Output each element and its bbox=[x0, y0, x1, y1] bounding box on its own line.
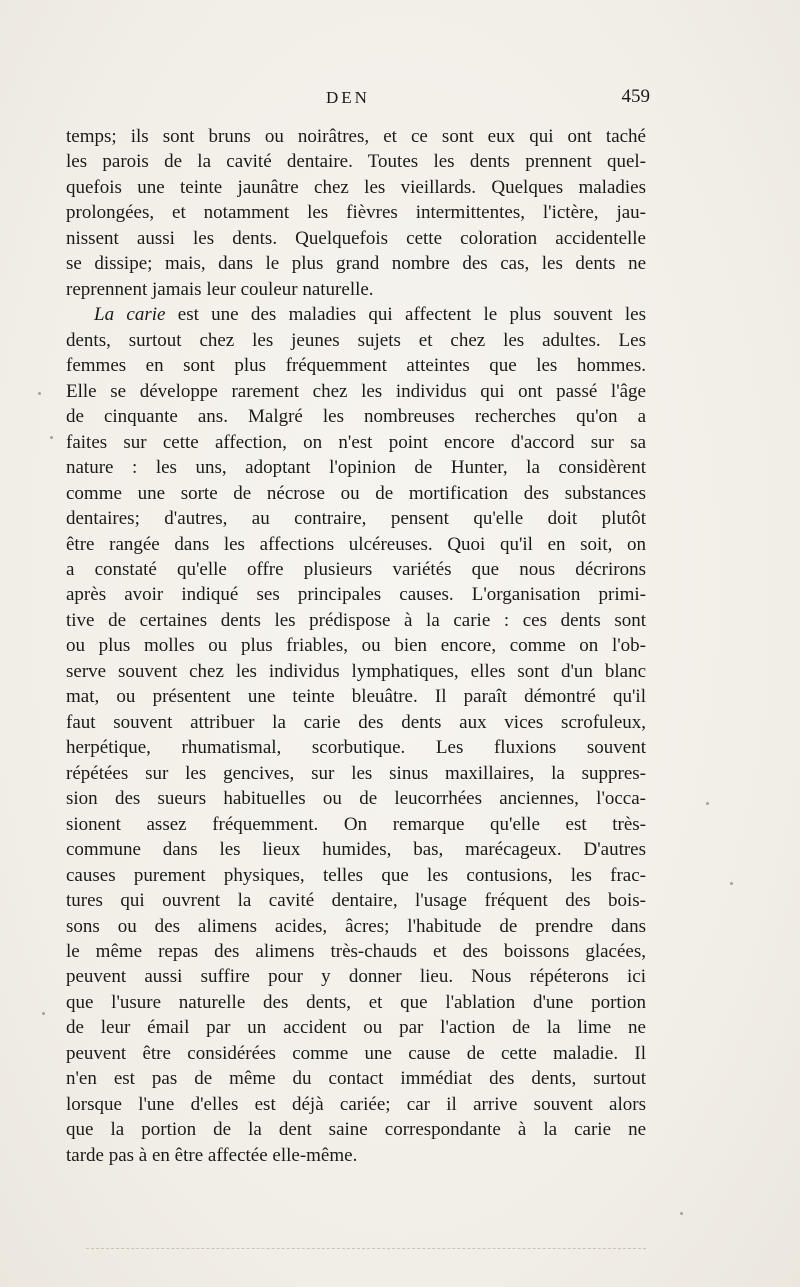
text-line: tive de certaines dents les prédispose à la carie : ces dents sont bbox=[66, 609, 646, 631]
text-line: commune dans les lieux humides, bas, marécageux. D'autres bbox=[66, 839, 646, 861]
text-line: temps; ils sont bruns ou noirâtres, et ce sont eux qui ont taché bbox=[66, 126, 646, 147]
text-line: le même repas des alimens très-chauds et des boissons glacées, bbox=[66, 941, 646, 962]
text-line: dentaires; d'autres, au contraire, pensent qu'elle doit plutôt bbox=[66, 508, 646, 530]
bleed-through-rule bbox=[86, 1248, 646, 1249]
ink-speck bbox=[706, 802, 709, 805]
body-text bbox=[66, 124, 646, 1168]
text-line: que l'usure naturelle des dents, et que l'ablation d'une portion bbox=[66, 991, 646, 1013]
text-line: mat, ou présentent une teinte bleuâtre. Il paraît démontré qu'il bbox=[66, 686, 646, 708]
text-line: tarde pas à en être affectée elle-même. bbox=[66, 1144, 358, 1166]
ink-speck bbox=[50, 436, 53, 439]
text-line: causes purement physiques, telles que les contusions, les frac- bbox=[66, 864, 646, 886]
text-line: peuvent être considérées comme une cause de cette maladie. Il bbox=[66, 1042, 646, 1064]
text-line: peuvent aussi suffire pour y donner lieu. Nous répéterons ici bbox=[66, 966, 646, 988]
text-line: dents, surtout chez les jeunes sujets et chez les adultes. Les bbox=[66, 329, 646, 351]
text-line: ou plus molles ou plus friables, ou bien encore, comme on l'ob- bbox=[66, 635, 646, 657]
text-line: tures qui ouvrent la cavité dentaire, l'usage fréquent des bois- bbox=[66, 890, 646, 912]
text-line: sion des sueurs habituelles ou de leucorrhées anciennes, l'occa- bbox=[66, 788, 646, 810]
text-line: nissent aussi les dents. Quelquefois cette coloration accidentelle bbox=[66, 227, 646, 249]
text-line: les parois de la cavité dentaire. Toutes les dents prennent quel- bbox=[66, 151, 646, 173]
first-line-rest: est une des maladies qui affectent le plus souvent les bbox=[165, 304, 647, 326]
text-line: de leur émail par un accident ou par l'action de la lime ne bbox=[66, 1017, 646, 1039]
text-line: quefois une teinte jaunâtre chez les vieillards. Quelques maladies bbox=[66, 176, 646, 198]
text-line: faut souvent attribuer la carie des dents aux vices scrofuleux, bbox=[66, 711, 646, 733]
text-line: comme une sorte de nécrose ou de mortification des substances bbox=[66, 482, 646, 504]
text-line: de cinquante ans. Malgré les nombreuses recherches qu'on a bbox=[66, 406, 646, 428]
paragraph-first-line bbox=[66, 302, 646, 327]
text-line: n'en est pas de même du contact immédiat des dents, surtout bbox=[66, 1068, 646, 1090]
text-line: a constaté qu'elle offre plusieurs variétés que nous décrirons bbox=[66, 558, 646, 580]
page-header bbox=[60, 88, 650, 118]
text-line: Elle se développe rarement chez les individus qui ont passé l'âge bbox=[66, 380, 646, 402]
text-line: faites sur cette affection, on n'est point encore d'accord sur sa bbox=[66, 431, 646, 453]
text-line: femmes en sont plus fréquemment atteintes que les hommes. bbox=[66, 355, 646, 377]
ink-speck bbox=[42, 1012, 45, 1015]
text-line: lorsque l'une d'elles est déjà cariée; car il arrive souvent alors bbox=[66, 1093, 646, 1115]
text-line: prolongées, et notamment les fièvres intermittentes, l'ictère, jau- bbox=[66, 202, 646, 224]
running-head: DEN bbox=[326, 88, 370, 107]
text-line: reprennent jamais leur couleur naturelle. bbox=[66, 278, 374, 300]
page-number: 459 bbox=[621, 86, 650, 107]
ink-speck bbox=[730, 882, 733, 885]
text-line: serve souvent chez les individus lymphatiques, elles sont d'un blanc bbox=[66, 660, 646, 682]
text-line: nature : les uns, adoptant l'opinion de Hunter, la considèrent bbox=[66, 457, 646, 479]
text-line: répétées sur les gencives, sur les sinus maxillaires, la suppres- bbox=[66, 762, 646, 784]
text-line: sionent assez fréquemment. On remarque qu'elle est très- bbox=[66, 813, 646, 835]
ink-speck bbox=[38, 392, 41, 395]
italic-term: La carie bbox=[94, 304, 166, 326]
text-line: se dissipe; mais, dans le plus grand nombre des cas, les dents ne bbox=[66, 253, 646, 275]
text-line: être rangée dans les affections ulcéreuses. Quoi qu'il en soit, on bbox=[66, 533, 646, 555]
text-line: après avoir indiqué ses principales causes. L'organisation primi- bbox=[66, 584, 646, 606]
text-line: herpétique, rhumatismal, scorbutique. Les fluxions souvent bbox=[66, 737, 646, 759]
text-line: sons ou des alimens acides, âcres; l'habitude de prendre dans bbox=[66, 915, 646, 937]
ink-speck bbox=[680, 1212, 683, 1215]
text-line: que la portion de la dent saine correspondante à la carie ne bbox=[66, 1119, 646, 1141]
